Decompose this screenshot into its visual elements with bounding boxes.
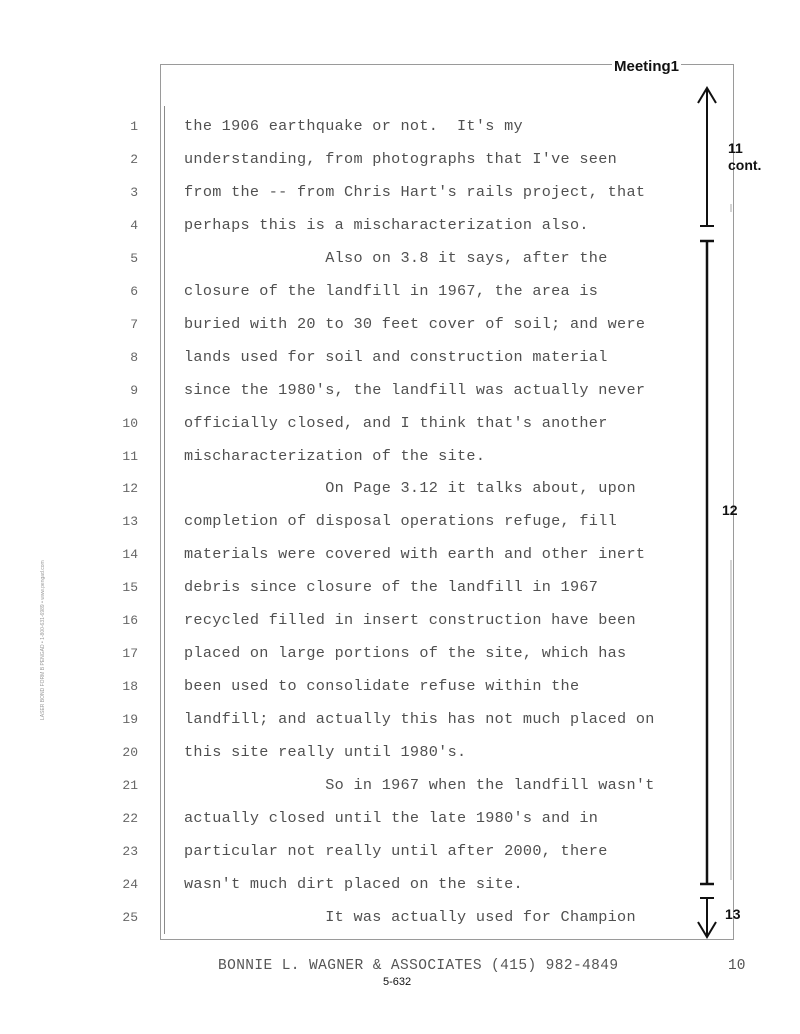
transcript-line: perhaps this is a mischaracterization also. — [184, 216, 589, 234]
vertical-stamp: LASER BOND FORM B PENGAD • 1-800-631-6989 • www.pengad.com — [40, 560, 46, 720]
transcript-line: since the 1980's, the landfill was actually never — [184, 381, 646, 399]
line-number: 2 — [130, 152, 138, 167]
transcript-line: this site really until 1980's. — [184, 743, 467, 761]
line-number: 13 — [122, 514, 138, 529]
line-number: 17 — [122, 646, 138, 661]
line-number: 6 — [130, 284, 138, 299]
line-number: 1 — [130, 119, 138, 134]
transcript-line: landfill; and actually this has not much placed on — [184, 710, 655, 728]
bracket-12 — [700, 241, 714, 884]
transcript-line: buried with 20 to 30 feet cover of soil; and were — [184, 315, 646, 333]
transcript-line: lands used for soil and construction material — [184, 348, 608, 366]
line-number: 19 — [122, 712, 138, 727]
transcript-line: recycled filled in insert construction have been — [184, 611, 636, 629]
comment-label-12: 12 — [722, 502, 738, 518]
line-number: 24 — [122, 877, 138, 892]
document-code: 5-632 — [383, 976, 412, 988]
line-number: 3 — [130, 185, 138, 200]
line-number: 7 — [130, 317, 138, 332]
transcript-line: closure of the landfill in 1967, the area is — [184, 282, 599, 300]
line-number: 9 — [130, 383, 138, 398]
transcript-line: placed on large portions of the site, which has — [184, 644, 627, 662]
bracket-11 — [698, 88, 716, 226]
line-number: 23 — [122, 844, 138, 859]
bracket-13 — [698, 898, 716, 937]
transcript-line: So in 1967 when the landfill wasn't — [184, 776, 655, 794]
transcript-line: actually closed until the late 1980's and in — [184, 809, 599, 827]
transcript-line: the 1906 earthquake or not. It's my — [184, 117, 523, 135]
line-number: 15 — [122, 580, 138, 595]
transcript-line: particular not really until after 2000, there — [184, 842, 608, 860]
transcript-line: officially closed, and I think that's another — [184, 414, 608, 432]
line-number: 8 — [130, 350, 138, 365]
comment-label-13: 13 — [725, 906, 741, 922]
transcript-line: It was actually used for Champion — [184, 908, 636, 926]
transcript-line: mischaracterization of the site. — [184, 447, 486, 465]
line-number: 22 — [122, 811, 138, 826]
line-number: 18 — [122, 679, 138, 694]
line-number: 11 — [122, 449, 138, 464]
footer-reporter: BONNIE L. WAGNER & ASSOCIATES (415) 982-4849 — [218, 958, 619, 974]
transcript-line: Also on 3.8 it says, after the — [184, 249, 608, 267]
transcript-line: completion of disposal operations refuge, fill — [184, 512, 618, 530]
line-number: 14 — [122, 547, 138, 562]
line-number: 4 — [130, 218, 138, 233]
comment-label-11: 11 cont. — [728, 140, 762, 173]
transcript-line: debris since closure of the landfill in 1967 — [184, 578, 599, 596]
line-number: 21 — [122, 778, 138, 793]
line-number: 16 — [122, 613, 138, 628]
line-number: 25 — [122, 910, 138, 925]
transcript-line: On Page 3.12 it talks about, upon — [184, 479, 636, 497]
line-number: 5 — [130, 251, 138, 266]
line-number: 12 — [122, 481, 138, 496]
footer-page-number: 10 — [728, 958, 746, 974]
meeting-label: Meeting1 — [614, 58, 680, 75]
transcript-line: wasn't much dirt placed on the site. — [184, 875, 523, 893]
transcript-line: from the -- from Chris Hart's rails project, that — [184, 183, 646, 201]
transcript-line: understanding, from photographs that I've seen — [184, 150, 618, 168]
transcript-line: materials were covered with earth and other inert — [184, 545, 646, 563]
line-number: 10 — [122, 416, 138, 431]
line-number: 20 — [122, 745, 138, 760]
transcript-line: been used to consolidate refuse within the — [184, 677, 580, 695]
